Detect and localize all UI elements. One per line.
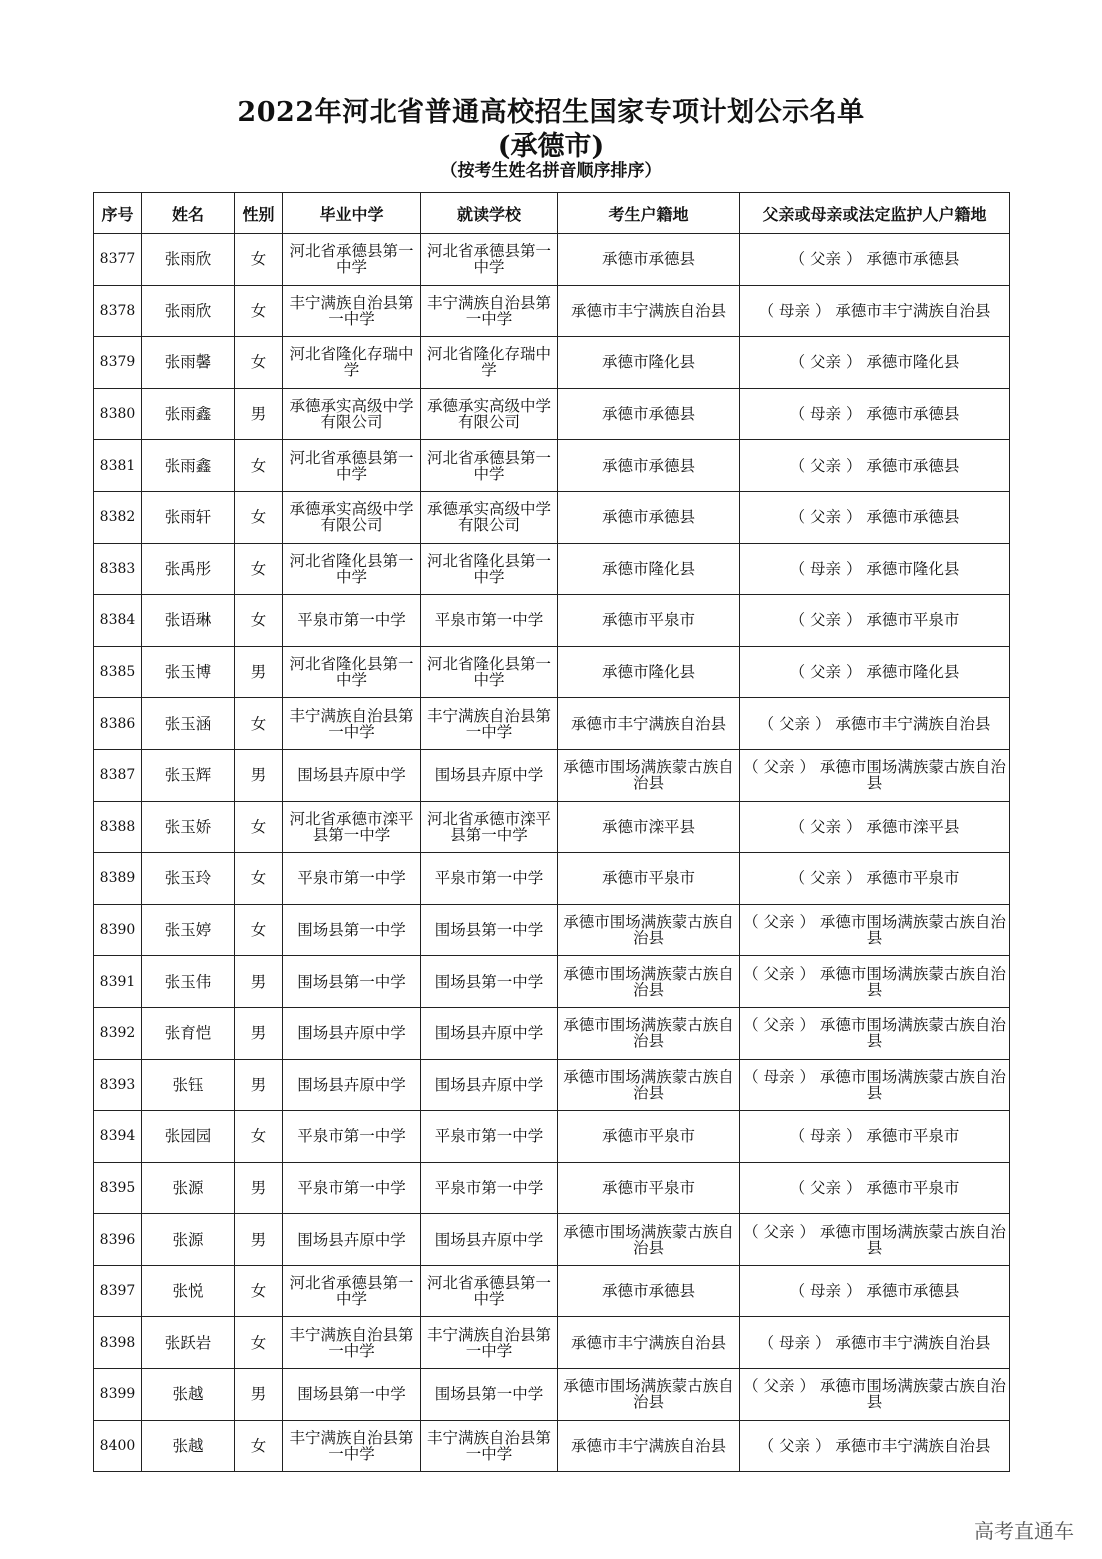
cell-seq: 8382 xyxy=(94,491,142,543)
cell-seq: 8385 xyxy=(94,646,142,698)
table-row xyxy=(94,956,1010,1008)
cell-seq: 8384 xyxy=(94,595,142,647)
cell-current-school: 围场县第一中学 xyxy=(421,904,558,956)
cell-guardian-registration: （ 父亲 ） 承德市平泉市 xyxy=(740,595,1010,647)
table-row xyxy=(94,1162,1010,1214)
cell-household-registration: 承德市丰宁满族自治县 xyxy=(558,1317,740,1369)
cell-current-school: 平泉市第一中学 xyxy=(421,853,558,905)
cell-sex: 女 xyxy=(235,853,283,905)
cell-seq: 8389 xyxy=(94,853,142,905)
cell-graduation-school: 河北省承德县第一中学 xyxy=(283,234,421,286)
cell-graduation-school: 平泉市第一中学 xyxy=(283,1111,421,1163)
cell-guardian-registration: （ 父亲 ） 承德市围场满族蒙古族自治县 xyxy=(740,1214,1010,1266)
cell-sex: 女 xyxy=(235,1265,283,1317)
cell-name: 张越 xyxy=(142,1369,235,1421)
cell-household-registration: 承德市丰宁满族自治县 xyxy=(558,1420,740,1472)
cell-seq: 8390 xyxy=(94,904,142,956)
cell-name: 张雨轩 xyxy=(142,491,235,543)
cell-sex: 女 xyxy=(235,904,283,956)
cell-graduation-school: 河北省隆化县第一中学 xyxy=(283,646,421,698)
cell-household-registration: 承德市丰宁满族自治县 xyxy=(558,698,740,750)
admission-list-table xyxy=(93,192,1010,1472)
cell-name: 张玉涵 xyxy=(142,698,235,750)
cell-guardian-registration: （ 父亲 ） 承德市平泉市 xyxy=(740,853,1010,905)
table-row xyxy=(94,646,1010,698)
header-guardian-registration: 父亲或母亲或法定监护人户籍地 xyxy=(740,193,1010,234)
table-row xyxy=(94,388,1010,440)
cell-guardian-registration: （ 父亲 ） 承德市丰宁满族自治县 xyxy=(740,1420,1010,1472)
cell-current-school: 平泉市第一中学 xyxy=(421,1162,558,1214)
cell-sex: 男 xyxy=(235,956,283,1008)
cell-name: 张雨馨 xyxy=(142,337,235,389)
watermark: 高考直通车 xyxy=(974,1519,1074,1543)
cell-guardian-registration: （ 母亲 ） 承德市围场满族蒙古族自治县 xyxy=(740,1059,1010,1111)
cell-guardian-registration: （ 父亲 ） 承德市隆化县 xyxy=(740,337,1010,389)
cell-current-school: 丰宁满族自治县第一中学 xyxy=(421,285,558,337)
cell-guardian-registration: （ 母亲 ） 承德市承德县 xyxy=(740,388,1010,440)
cell-sex: 女 xyxy=(235,1111,283,1163)
cell-sex: 女 xyxy=(235,595,283,647)
cell-graduation-school: 河北省承德市滦平县第一中学 xyxy=(283,801,421,853)
cell-current-school: 平泉市第一中学 xyxy=(421,595,558,647)
table-row xyxy=(94,1420,1010,1472)
header-name: 姓名 xyxy=(142,193,235,234)
cell-sex: 男 xyxy=(235,1214,283,1266)
cell-name: 张禹彤 xyxy=(142,543,235,595)
cell-seq: 8395 xyxy=(94,1162,142,1214)
cell-seq: 8383 xyxy=(94,543,142,595)
cell-household-registration: 承德市围场满族蒙古族自治县 xyxy=(558,1007,740,1059)
cell-current-school: 河北省承德县第一中学 xyxy=(421,1265,558,1317)
cell-current-school: 河北省隆化县第一中学 xyxy=(421,543,558,595)
cell-name: 张玉婷 xyxy=(142,904,235,956)
cell-guardian-registration: （ 母亲 ） 承德市丰宁满族自治县 xyxy=(740,285,1010,337)
cell-name: 张玉玲 xyxy=(142,853,235,905)
cell-guardian-registration: （ 母亲 ） 承德市承德县 xyxy=(740,1265,1010,1317)
cell-current-school: 承德承实高级中学有限公司 xyxy=(421,388,558,440)
document-title: 2022年河北省普通高校招生国家专项计划公示名单 xyxy=(237,97,865,128)
cell-current-school: 围场县卉原中学 xyxy=(421,1214,558,1266)
table-row xyxy=(94,801,1010,853)
cell-graduation-school: 河北省隆化存瑞中学 xyxy=(283,337,421,389)
cell-graduation-school: 平泉市第一中学 xyxy=(283,853,421,905)
cell-household-registration: 承德市围场满族蒙古族自治县 xyxy=(558,904,740,956)
cell-graduation-school: 平泉市第一中学 xyxy=(283,595,421,647)
table-row xyxy=(94,1007,1010,1059)
cell-name: 张钰 xyxy=(142,1059,235,1111)
cell-household-registration: 承德市围场满族蒙古族自治县 xyxy=(558,749,740,801)
cell-sex: 女 xyxy=(235,440,283,492)
cell-seq: 8392 xyxy=(94,1007,142,1059)
table-row xyxy=(94,1265,1010,1317)
cell-graduation-school: 围场县卉原中学 xyxy=(283,1059,421,1111)
cell-seq: 8387 xyxy=(94,749,142,801)
cell-guardian-registration: （ 父亲 ） 承德市围场满族蒙古族自治县 xyxy=(740,1369,1010,1421)
header-current-school: 就读学校 xyxy=(421,193,558,234)
table-row xyxy=(94,337,1010,389)
cell-guardian-registration: （ 父亲 ） 承德市隆化县 xyxy=(740,646,1010,698)
cell-guardian-registration: （ 父亲 ） 承德市滦平县 xyxy=(740,801,1010,853)
header-sex: 性别 xyxy=(235,193,283,234)
cell-name: 张玉辉 xyxy=(142,749,235,801)
cell-sex: 男 xyxy=(235,1369,283,1421)
cell-household-registration: 承德市承德县 xyxy=(558,388,740,440)
cell-household-registration: 承德市承德县 xyxy=(558,440,740,492)
cell-sex: 男 xyxy=(235,1007,283,1059)
cell-guardian-registration: （ 父亲 ） 承德市围场满族蒙古族自治县 xyxy=(740,904,1010,956)
cell-seq: 8398 xyxy=(94,1317,142,1369)
cell-name: 张雨鑫 xyxy=(142,440,235,492)
cell-graduation-school: 围场县卉原中学 xyxy=(283,749,421,801)
cell-guardian-registration: （ 母亲 ） 承德市隆化县 xyxy=(740,543,1010,595)
cell-graduation-school: 丰宁满族自治县第一中学 xyxy=(283,1317,421,1369)
table-row xyxy=(94,1369,1010,1421)
cell-guardian-registration: （ 父亲 ） 承德市围场满族蒙古族自治县 xyxy=(740,1007,1010,1059)
cell-graduation-school: 河北省承德县第一中学 xyxy=(283,1265,421,1317)
cell-household-registration: 承德市围场满族蒙古族自治县 xyxy=(558,1214,740,1266)
cell-household-registration: 承德市承德县 xyxy=(558,234,740,286)
cell-seq: 8388 xyxy=(94,801,142,853)
cell-graduation-school: 围场县第一中学 xyxy=(283,1369,421,1421)
table-row xyxy=(94,491,1010,543)
table-row xyxy=(94,543,1010,595)
cell-seq: 8381 xyxy=(94,440,142,492)
cell-name: 张玉博 xyxy=(142,646,235,698)
cell-sex: 男 xyxy=(235,1059,283,1111)
cell-seq: 8386 xyxy=(94,698,142,750)
cell-sex: 女 xyxy=(235,1420,283,1472)
cell-sex: 女 xyxy=(235,491,283,543)
cell-household-registration: 承德市围场满族蒙古族自治县 xyxy=(558,1369,740,1421)
table-row xyxy=(94,1111,1010,1163)
table-row xyxy=(94,1059,1010,1111)
cell-graduation-school: 丰宁满族自治县第一中学 xyxy=(283,285,421,337)
cell-current-school: 围场县卉原中学 xyxy=(421,1007,558,1059)
cell-current-school: 平泉市第一中学 xyxy=(421,1111,558,1163)
cell-current-school: 围场县卉原中学 xyxy=(421,1059,558,1111)
cell-name: 张悦 xyxy=(142,1265,235,1317)
table-row xyxy=(94,595,1010,647)
table-row xyxy=(94,1317,1010,1369)
cell-sex: 女 xyxy=(235,1317,283,1369)
cell-guardian-registration: （ 母亲 ） 承德市平泉市 xyxy=(740,1111,1010,1163)
cell-graduation-school: 承德承实高级中学有限公司 xyxy=(283,491,421,543)
cell-graduation-school: 河北省承德县第一中学 xyxy=(283,440,421,492)
table-row xyxy=(94,1214,1010,1266)
cell-guardian-registration: （ 父亲 ） 承德市承德县 xyxy=(740,440,1010,492)
sort-note: （按考生姓名拼音顺序排序） xyxy=(440,161,662,181)
cell-current-school: 丰宁满族自治县第一中学 xyxy=(421,1420,558,1472)
table-row xyxy=(94,698,1010,750)
cell-name: 张语琳 xyxy=(142,595,235,647)
cell-household-registration: 承德市滦平县 xyxy=(558,801,740,853)
cell-household-registration: 承德市隆化县 xyxy=(558,646,740,698)
cell-guardian-registration: （ 父亲 ） 承德市丰宁满族自治县 xyxy=(740,698,1010,750)
cell-household-registration: 承德市平泉市 xyxy=(558,1162,740,1214)
cell-seq: 8400 xyxy=(94,1420,142,1472)
cell-name: 张雨鑫 xyxy=(142,388,235,440)
cell-household-registration: 承德市丰宁满族自治县 xyxy=(558,285,740,337)
cell-seq: 8377 xyxy=(94,234,142,286)
cell-guardian-registration: （ 母亲 ） 承德市丰宁满族自治县 xyxy=(740,1317,1010,1369)
cell-seq: 8396 xyxy=(94,1214,142,1266)
cell-household-registration: 承德市承德县 xyxy=(558,491,740,543)
cell-sex: 女 xyxy=(235,234,283,286)
header-household-registration: 考生户籍地 xyxy=(558,193,740,234)
cell-sex: 女 xyxy=(235,543,283,595)
cell-current-school: 河北省承德县第一中学 xyxy=(421,234,558,286)
cell-household-registration: 承德市平泉市 xyxy=(558,853,740,905)
cell-current-school: 围场县第一中学 xyxy=(421,1369,558,1421)
cell-household-registration: 承德市围场满族蒙古族自治县 xyxy=(558,956,740,1008)
cell-household-registration: 承德市平泉市 xyxy=(558,595,740,647)
cell-current-school: 河北省隆化存瑞中学 xyxy=(421,337,558,389)
table-row xyxy=(94,440,1010,492)
cell-graduation-school: 围场县第一中学 xyxy=(283,904,421,956)
cell-current-school: 河北省承德县第一中学 xyxy=(421,440,558,492)
cell-graduation-school: 围场县卉原中学 xyxy=(283,1214,421,1266)
cell-graduation-school: 围场县第一中学 xyxy=(283,956,421,1008)
cell-name: 张跃岩 xyxy=(142,1317,235,1369)
cell-household-registration: 承德市承德县 xyxy=(558,1265,740,1317)
cell-seq: 8397 xyxy=(94,1265,142,1317)
cell-graduation-school: 丰宁满族自治县第一中学 xyxy=(283,698,421,750)
cell-household-registration: 承德市围场满族蒙古族自治县 xyxy=(558,1059,740,1111)
cell-graduation-school: 丰宁满族自治县第一中学 xyxy=(283,1420,421,1472)
cell-graduation-school: 平泉市第一中学 xyxy=(283,1162,421,1214)
cell-current-school: 丰宁满族自治县第一中学 xyxy=(421,698,558,750)
table-row xyxy=(94,853,1010,905)
cell-guardian-registration: （ 父亲 ） 承德市承德县 xyxy=(740,234,1010,286)
cell-seq: 8393 xyxy=(94,1059,142,1111)
cell-seq: 8394 xyxy=(94,1111,142,1163)
table-header-row xyxy=(94,193,1010,234)
cell-name: 张玉伟 xyxy=(142,956,235,1008)
cell-name: 张源 xyxy=(142,1162,235,1214)
table-row xyxy=(94,904,1010,956)
cell-name: 张玉娇 xyxy=(142,801,235,853)
cell-name: 张园园 xyxy=(142,1111,235,1163)
cell-guardian-registration: （ 父亲 ） 承德市承德县 xyxy=(740,491,1010,543)
cell-sex: 男 xyxy=(235,646,283,698)
cell-current-school: 围场县第一中学 xyxy=(421,956,558,1008)
cell-seq: 8391 xyxy=(94,956,142,1008)
cell-seq: 8378 xyxy=(94,285,142,337)
cell-name: 张越 xyxy=(142,1420,235,1472)
header-graduation-school: 毕业中学 xyxy=(283,193,421,234)
cell-seq: 8379 xyxy=(94,337,142,389)
cell-sex: 男 xyxy=(235,1162,283,1214)
cell-seq: 8399 xyxy=(94,1369,142,1421)
cell-sex: 女 xyxy=(235,285,283,337)
cell-name: 张源 xyxy=(142,1214,235,1266)
table-body xyxy=(94,234,1010,1472)
cell-name: 张雨欣 xyxy=(142,285,235,337)
cell-name: 张育恺 xyxy=(142,1007,235,1059)
cell-sex: 女 xyxy=(235,337,283,389)
table-row xyxy=(94,234,1010,286)
cell-sex: 女 xyxy=(235,698,283,750)
cell-household-registration: 承德市平泉市 xyxy=(558,1111,740,1163)
cell-household-registration: 承德市隆化县 xyxy=(558,543,740,595)
cell-current-school: 围场县卉原中学 xyxy=(421,749,558,801)
cell-household-registration: 承德市隆化县 xyxy=(558,337,740,389)
cell-sex: 女 xyxy=(235,801,283,853)
cell-guardian-registration: （ 父亲 ） 承德市平泉市 xyxy=(740,1162,1010,1214)
cell-seq: 8380 xyxy=(94,388,142,440)
cell-graduation-school: 河北省隆化县第一中学 xyxy=(283,543,421,595)
table-row xyxy=(94,749,1010,801)
header-seq: 序号 xyxy=(94,193,142,234)
cell-graduation-school: 承德承实高级中学有限公司 xyxy=(283,388,421,440)
cell-guardian-registration: （ 父亲 ） 承德市围场满族蒙古族自治县 xyxy=(740,749,1010,801)
cell-current-school: 承德承实高级中学有限公司 xyxy=(421,491,558,543)
cell-graduation-school: 围场县卉原中学 xyxy=(283,1007,421,1059)
table-row xyxy=(94,285,1010,337)
cell-guardian-registration: （ 父亲 ） 承德市围场满族蒙古族自治县 xyxy=(740,956,1010,1008)
document-subtitle: (承德市) xyxy=(497,131,605,162)
cell-sex: 男 xyxy=(235,388,283,440)
cell-current-school: 丰宁满族自治县第一中学 xyxy=(421,1317,558,1369)
cell-name: 张雨欣 xyxy=(142,234,235,286)
cell-sex: 男 xyxy=(235,749,283,801)
cell-current-school: 河北省隆化县第一中学 xyxy=(421,646,558,698)
cell-current-school: 河北省承德市滦平县第一中学 xyxy=(421,801,558,853)
